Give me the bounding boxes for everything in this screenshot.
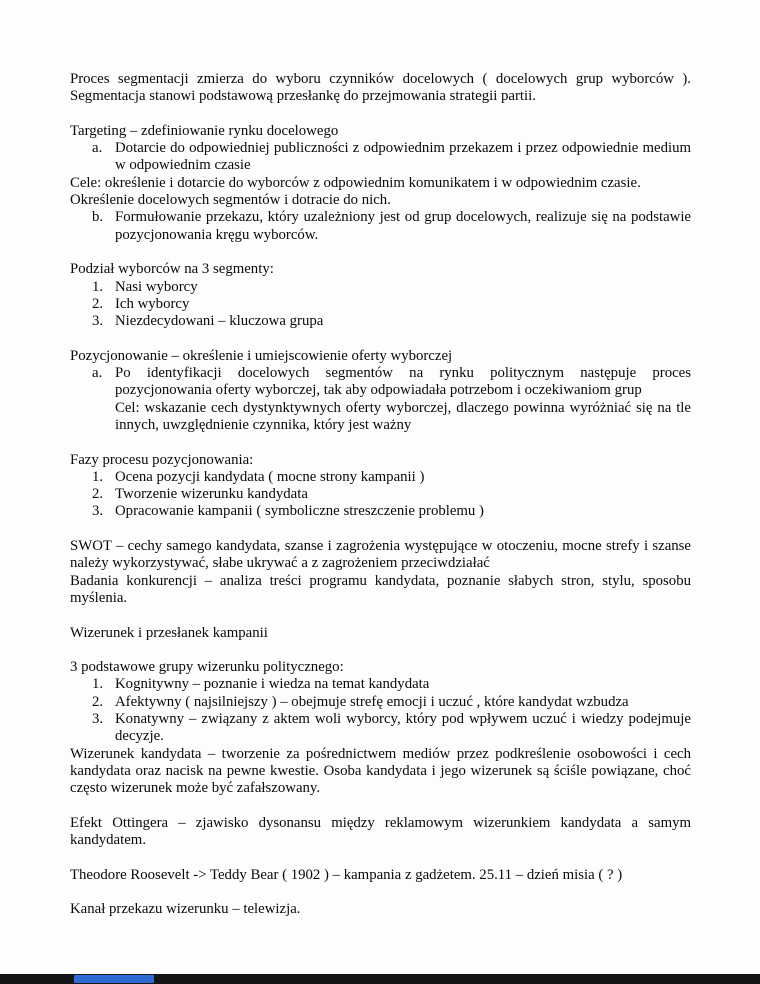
paragraph: Badania konkurencji – analiza treści programu kandydata, poznanie słabych stron, stylu, sposobu myślenia.	[70, 572, 691, 606]
list-item-text: Formułowanie przekazu, który uzależniony jest od grup docelowych, realizuje się na podstawie pozycjonowania kręgu wyborców.	[115, 209, 691, 243]
list-marker: a.	[92, 365, 103, 382]
list-item-text: Ich wyborcy	[115, 295, 190, 312]
list-marker: 2.	[92, 295, 104, 312]
list-marker: 3.	[92, 710, 104, 727]
paragraph: Wizerunek i przesłanek kampanii	[70, 624, 268, 641]
list-item	[70, 694, 691, 711]
paragraph: Cel: wskazanie cech dystynktywnych oferty wyborczej, dlaczego powinna wyróżniać się na tle innych, uwzględnienie czynnika, który jest ważny	[115, 399, 691, 433]
list-item-text: Afektywny ( najsilniejszy ) – obejmuje strefę emocji i uczuć , które kandydat wzbudza	[115, 693, 629, 710]
bottom-bar	[0, 974, 760, 984]
list-item	[70, 676, 691, 693]
list-item	[70, 140, 691, 175]
blank-line	[70, 106, 691, 123]
blank-line	[70, 607, 691, 624]
blank-line	[70, 884, 691, 901]
blank-line	[70, 642, 691, 659]
list-item-text: Dotarcie do odpowiedniej publiczności z odpowiednim przekazem i przez odpowiednie medium w odpowiednim czasie	[115, 140, 691, 174]
list-item-text: Tworzenie wizerunku kandydata	[115, 486, 308, 503]
paragraph: Pozycjonowanie – określenie i umiejscowienie oferty wyborczej	[70, 347, 453, 364]
blank-line	[70, 434, 691, 451]
list-item-text: Nasi wyborcy	[115, 278, 198, 295]
list-item-text: Kognitywny – poznanie i wiedza na temat kandydata	[115, 676, 430, 693]
list-item	[70, 365, 691, 400]
taskbar-item[interactable]	[74, 975, 154, 983]
list-marker: 1.	[92, 278, 104, 295]
list-item	[70, 296, 691, 313]
paragraph: Kanał przekazu wizerunku – telewizja.	[70, 901, 301, 918]
paragraph: Targeting – zdefiniowanie rynku docelowego	[70, 122, 339, 139]
list-item	[70, 209, 691, 244]
list-marker: 2.	[92, 486, 104, 503]
list-item-text: Konatywny – związany z aktem woli wyborcy, który pod wpływem uczuć i wiedzy podejmuje decyzje.	[115, 710, 691, 745]
paragraph: SWOT – cechy samego kandydata, szanse i zagrożenia występujące w otoczeniu, mocne strefy i szanse należy wykorzystywać, słabe ukrywać a z zagrożeniem przeciwdziałać	[70, 538, 691, 572]
list-marker: 3.	[92, 503, 104, 520]
list-marker: a.	[92, 140, 103, 157]
paragraph: Cele: określenie i dotarcie do wyborców z odpowiednim komunikatem i w odpowiednim czasie.	[70, 174, 641, 191]
list-item-text: Ocena pozycji kandydata ( mocne strony kampanii )	[115, 468, 425, 485]
list-marker: b.	[92, 209, 104, 226]
list-marker: 3.	[92, 313, 104, 330]
list-marker: 1.	[92, 676, 104, 693]
list-item	[70, 469, 691, 486]
list-item	[70, 486, 691, 503]
list-marker: 2.	[92, 693, 104, 710]
list-item	[70, 313, 691, 330]
blank-line	[70, 521, 691, 538]
list-item	[70, 711, 691, 746]
list-item-text: Po identyfikacji docelowych segmentów na rynku politycznym następuje proces pozycjonowania oferty wyborczej, tak aby odpowiadała potrzebom i oczekiwaniom grup	[115, 365, 691, 399]
blank-line	[70, 849, 691, 866]
paragraph: Podział wyborców na 3 segmenty:	[70, 261, 274, 278]
paragraph: Określenie docelowych segmentów i dotracie do nich.	[70, 192, 391, 209]
document-body	[70, 71, 691, 919]
paragraph: Fazy procesu pozycjonowania:	[70, 451, 254, 468]
blank-line	[70, 330, 691, 347]
paragraph: Efekt Ottingera – zjawisko dysonansu między reklamowym wizerunkiem kandydata a samym kandydatem.	[70, 814, 691, 849]
list-marker: 1.	[92, 468, 104, 485]
paragraph: Proces segmentacji zmierza do wyboru czynników docelowych ( docelowych grup wyborców ). Segmentacja stanowi podstawową przesłankę do przejmowania strategii partii.	[70, 71, 691, 105]
paragraph: Theodore Roosevelt -> Teddy Bear ( 1902 ) – kampania z gadżetem. 25.11 – dzień misia ( ? )	[70, 866, 623, 883]
list-item	[70, 279, 691, 296]
blank-line	[70, 797, 691, 814]
paragraph: Wizerunek kandydata – tworzenie za pośrednictwem mediów przez podkreślenie osobowości i cech kandydata oraz nacisk na pewne kwestie. Osoba kandydata i jego wizerunek są ściśle powiązane, choć często wizerunek może być zafałszowany.	[70, 745, 691, 797]
list-item	[70, 503, 691, 520]
paragraph: 3 podstawowe grupy wizerunku politycznego:	[70, 659, 344, 676]
blank-line	[70, 244, 691, 261]
list-item-text: Opracowanie kampanii ( symboliczne streszczenie problemu )	[115, 503, 484, 520]
list-item-text: Niezdecydowani – kluczowa grupa	[115, 313, 324, 330]
